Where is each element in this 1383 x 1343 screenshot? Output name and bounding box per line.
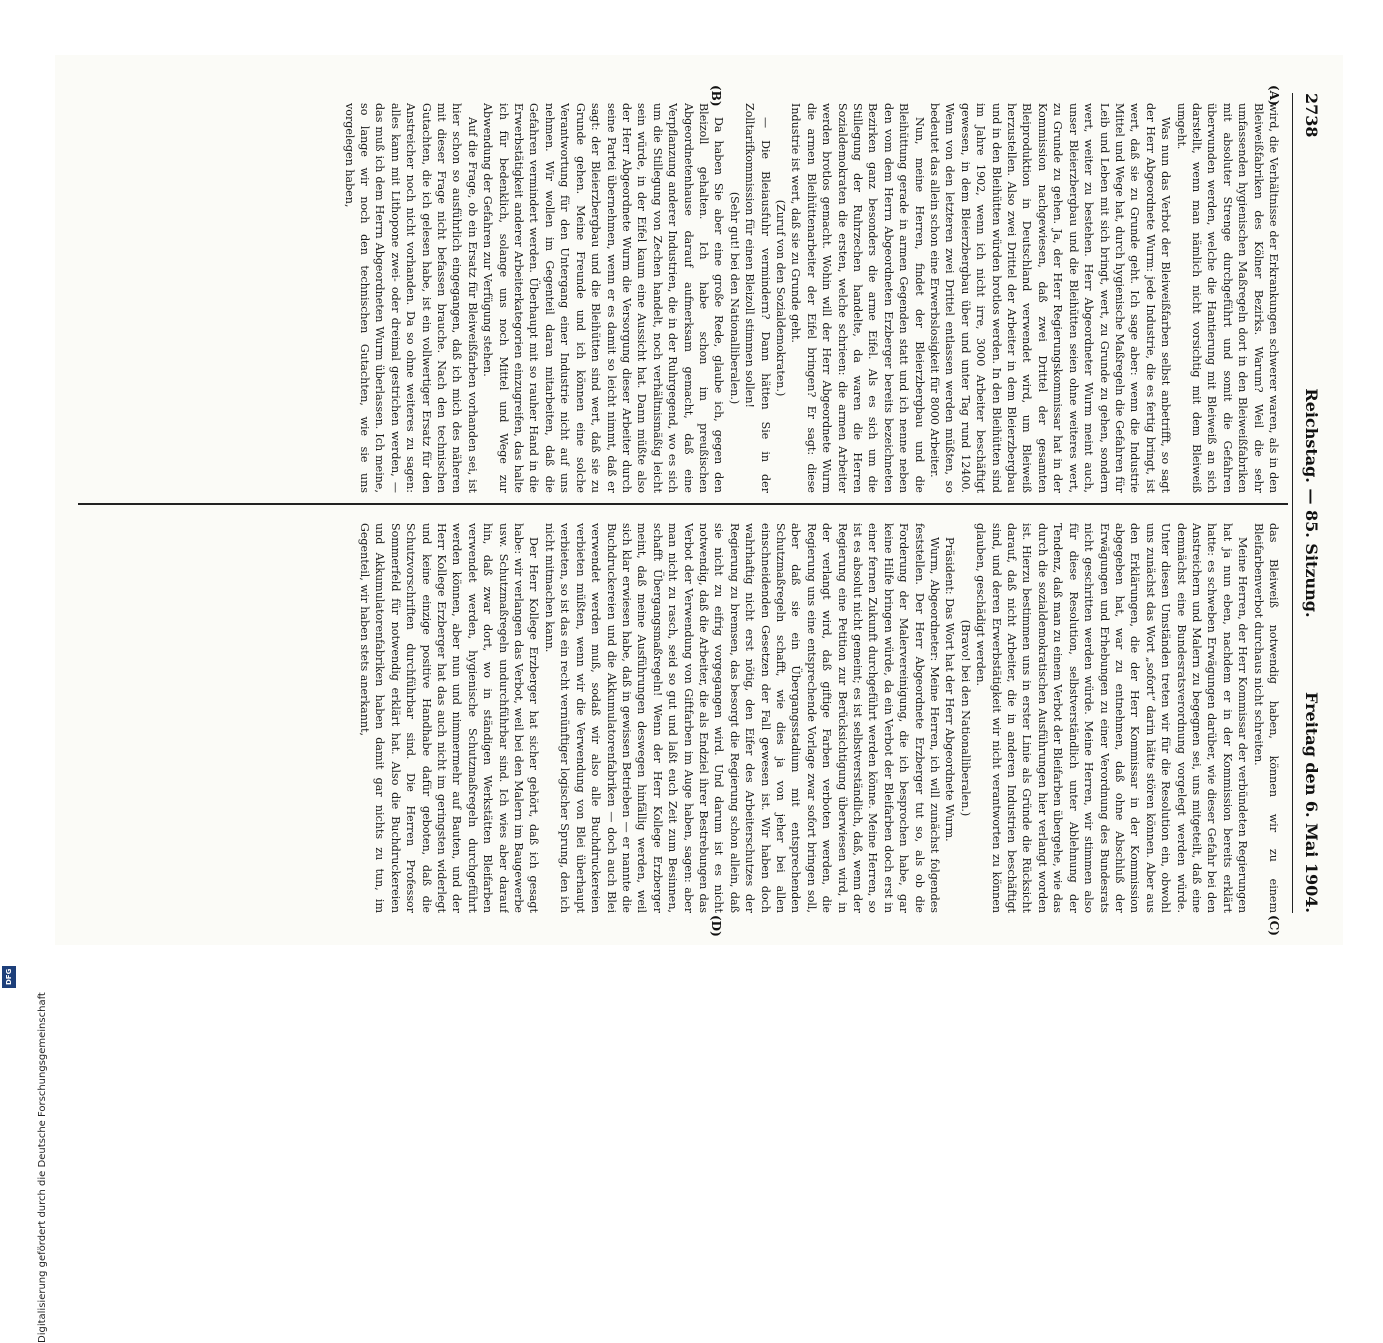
interjection: (Sehr gut! bei den Nationalliberalen.) <box>727 191 741 405</box>
paragraph: Nun, meine Herren, findet der Bleierzbergbau und die Bleihüttung gerade in armen Gegenden statt und ich nenne neben den vom dem Herrn Abgeordneten Erzberger bereits bezeichneten Bezirken ganz besonders die arme Eifel. Als es sich um die Stillegung der Ruhrzechen handelte, da waren die Herren Sozialdemokraten die ersten, welche schrieen: die armen Arbeiter werden brotlos gemacht. Wohin will der Herr Abgeordnete Wurm die armen Bleihüttenarbeiter der Eifel bringen? Er sagt: diese Industrie ist wert, daß sie zu Grunde geht. <box>789 103 926 493</box>
paragraph: Was nun das Verbot der Bleiweißfarben selbst anbetrifft, so sagt der Herr Abgeordnete Wurm: jede Industrie, die es fertig bringt, ist wert, daß sie zu Grunde geht. Ich sage aber: wenn die Industrie Mittel und Wege hat, durch hygienische Maßregeln die Gefahren für Leib und Leben mit sich bringt, wert, zu Grunde zu gehen, sondern wert, weiter zu bestehen. Herr Abgeordneter Wurm meint auch, unser Bleierzbergbau und die Bleihütten seien ohne weiteres wert, zu Grunde zu gehen. Ja, der Herr Regierungskommissar hat in der Kommission nachgewiesen, daß zwei Drittel der gesamten Bleiproduktion in Deutschland verwendet wird, um Bleiweiß herzustellen. Also zwei Drittel der Arbeiter in dem Bleierzbergbau und in den Bleihütten würden brotlos werden. In den Bleihütten sind im Jahre 1902, wenn ich nicht irre, 3000 Arbeiter beschäftigt gewesen, in dem Bleierzbergbau über und unter Tag rund 12400. Wenn von den letzteren zwei Drittel entlassen werden müßten, so bedeutet das allein schon eine Erwerbslosigkeit für 8000 Arbeiter. <box>928 103 1173 493</box>
interjection: (Bravo! bei den Nationalliberalen.) <box>958 619 972 817</box>
paragraph: Der Herr Kollege Erzberger hat sicher gehört, daß ich gesagt habe: wir verlangen das Verbot, weil bei den Malern im Baugewerbe usw. Schutzmaßregeln undurchführbar sind. Ich wies aber darauf hin, daß zwar dort, wo in ständigen Werkstätten Bleifarben verwendet werden, hygienische Schutzmaßregeln durchgeführt werden können, aber nun und nimmermehr auf Bauten, und der Herr Kollege Erzberger hat das auch nicht im geringsten widerlegt und keine einzige positive Handhabe dafür geboten, daß die Schutzvorschriften durchführbar sind. Die Herren Professor Sommerfeld für notwendig erklärt hat. Also die Buchdruckereien und Akkumulatorenfabriken haben damit gar nichts zu tun, im Gegenteil, wir haben stets anerkannt, <box>358 523 541 913</box>
header-rule <box>1292 93 1293 913</box>
margin-marker-a: (A) <box>1267 85 1281 106</box>
paragraph: das Bleiweiß notwendig haben, können wir zu einem Bleifarbenverbot durchaus nicht schreiten. <box>1251 523 1280 913</box>
left-column <box>81 103 1281 493</box>
rotated-page-content <box>55 55 1343 945</box>
session-date: Freitag den 6. Mai 1904. <box>1302 692 1321 913</box>
paragraph: Meine Herren, der Herr Kommissar der verbündeten Regierungen hat ja nun eben, nachdem er in der Kommission bereits erklärt hatte: es schweben Erwägungen darüber, wie dieser Gefahr bei den Anstreichern und Malern zu begegnen sei, uns mitgeteilt, daß eine demnächst eine Bundesratsverordnung vorgelegt werden würde. Unter diesen Umständen treten wir für die Resolution ein, obwohl uns zunächst das Wort „sofort“ darin hätte stören können. Aber aus den Erklärungen, die der Herr Kommissar in der Kommission abgegeben hat, war zu entnehmen, daß ohne Abschluß der Erwägungen und Erhebungen zu einer Verordnung des Bundesrats nicht geschritten werden würde. Meine Herren, wir stimmen also für diese Resolution, selbstverständlich unter Ablehnung der Tendenz, daß man zu einem Verbot der Bleifarben übergehe, wie das durch die sozialdemokratischen Ausführungen hier verlangt worden ist. Hierzu bestimmen uns in erster Linie als Gründe die Rücksicht darauf, daß nicht Arbeiter, die in anderen Industrien beschäftigt sind, und deren Erwerbstätigkeit wir nicht verantworten zu können glauben, geschädigt werden. <box>974 523 1250 913</box>
page-header <box>1295 93 1321 913</box>
paragraph: — Die Bleiausfuhr vermindern? Dann hätten Sie in der Zolltarifkommission für einen Bleizoll stimmen sollen! <box>743 103 772 493</box>
speaker-paragraph: Präsident: Das Wort hat der Herr Abgeordnete Wurm. <box>943 537 957 842</box>
paragraph: Da haben Sie aber eine große Rede, glaube ich, gegen den Bleizoll gehalten. Ich habe schon im preußischen Abgeordnetenhause darauf aufmerksam gemacht, daß eine Verpflanzung anderer Industrien, die in der Ruhrgegend, wo es sich um die Stillegung von Zechen handelt, noch verhältnismäßig leicht sein würde, in der Eifel kaum eine Aussicht hat. Dann müßte also der Herr Abgeordnete Wurm die Versorgung dieser Arbeiter durch seine Partei übernehmen, wenn er es damit so leicht nimmt, daß er sagt: der Bleierzbergbau und die Bleihütten sind wert, daß sie zu Grunde gehen. Meine Freunde und ich können eine solche Verantwortung für den Untergang einer Industrie nicht auf uns nehmen. Wir wollen im Gegenteil daran mitarbeiten, daß die Gefahren vermindert werden. Überhaupt mit so rauher Hand in die Erwerbstätigkeit anderer Arbeiterkategorien einzugreifen, das halte ich für bedenklich, solange uns noch Mittel und Wege zur Abwendung der Gefahren zur Verfügung stehen. <box>481 103 726 493</box>
digitization-credit: Digitalisierung gefördert durch die Deutsche Forschungsgemeinschaft <box>37 992 48 1343</box>
paragraph: Auf die Frage, ob ein Ersatz für Bleiweißfarben vorhanden sei, ist hier schon so ausführlich eingegangen, daß ich mich des näheren mit dieser Frage nicht befassen brauche. Nach den technischen Gutachten, die ich gelesen habe, ist ein vollwertiger Ersatz für den Anstreicher noch nicht vorhanden. Da so ohne weiteres zu sagen: alles kann mit Lithopone zwei- oder dreimal gestrichen werden, — das muß ich dem Herrn Abgeordneten Wurm überlassen. Ich meine, so lange wir noch den technischen Gutachten, wie sie uns vorgelegen haben, <box>342 103 479 493</box>
right-column <box>81 523 1281 913</box>
session-title: Reichstag. — 85. Sitzung. <box>1302 388 1321 618</box>
dfg-logo: DFG <box>2 966 16 988</box>
speaker-paragraph: Wurm, Abgeordneter: Meine Herren, ich will zunächst folgendes feststellen. Der Herr Abgeordnete Erzberger tut so, als ob die Forderung der Malervereinigung, die ich besprochen habe, gar keine Hilfe bringen würde, da ein Verbot der Bleifarben doch erst in einer fernen Zukunft durchgeführt werden könne. Meine Herren, so ist es absolut nicht gemeint; es ist selbstverständlich, daß, wenn der Regierung eine Petition zur Berücksichtigung überwiesen wird, in der verlangt wird, daß giftige Farben verboten werden, die Regierung uns eine entsprechende Vorlage zwar sofort bringen soll, aber daß sie ein Übergangsstadium mit entsprechenden Schutzmaßregeln schafft, wie dies ja von jeher bei allen einschneidenden Gesetzen der Fall gewesen ist. Wir haben doch wahrhaftig nicht erst nötig, den Eifer des Arbeiterschutzes der Regierung zu bremsen, das besorgt die Regierung schon allein, daß sie nicht zu eifrig vorgegangen wird. Und darum ist es nicht notwendig, daß die Arbeiter, die als Endziel ihrer Bestrebungen das Verbot der Verwendung von Giftfarben im Auge haben, sagen: aber man nicht zu rasch, seid so gut und laßt euch Zeit zum Besinnen, schafft Übergangsmaßregeln! Wenn der Herr Kollege Erzberger meint, daß meine Ausführungen deswegen hinfällig werden, weil sich klar erwiesen habe, daß in gewissen Betrieben — er nannte die Buchdruckereien und die Akkumulatorenfabriken — doch auch Blei verwendet werden muß, sodaß wir also alle Buchdruckereien verbieten müßten, wenn wir die Verwendung von Blei überhaupt verbieten, so ist das ein recht vernünftiger logischer Sprung, den ich nicht mitmachen kann. <box>542 523 942 913</box>
margin-marker-c: (C) <box>1267 915 1281 936</box>
margin-marker-d: (D) <box>709 915 723 937</box>
column-divider <box>78 503 1288 505</box>
page-number: 2738 <box>1302 93 1321 138</box>
interjection: (Zuruf von den Sozialdemokraten.) <box>774 199 787 397</box>
scanned-page <box>55 55 1343 945</box>
margin-marker-b: (B) <box>709 85 723 107</box>
paragraph: wird, die Verhältnisse der Erkrankungen schwerer waren, als in den Bleiweißfabriken des Kölner Bezirks. Warum? Weil die sehr umfassenden hygienischen Maßregeln dort in den Bleiweißfabriken mit absoluter Strenge durchgeführt und somit die Gefahren überwunden werden, welche die Hantierung mit Bleiweiß an sich darstellt, wenn man nämlich nicht vorsichtig mit dem Bleiweiß umgeht. <box>1174 103 1280 493</box>
